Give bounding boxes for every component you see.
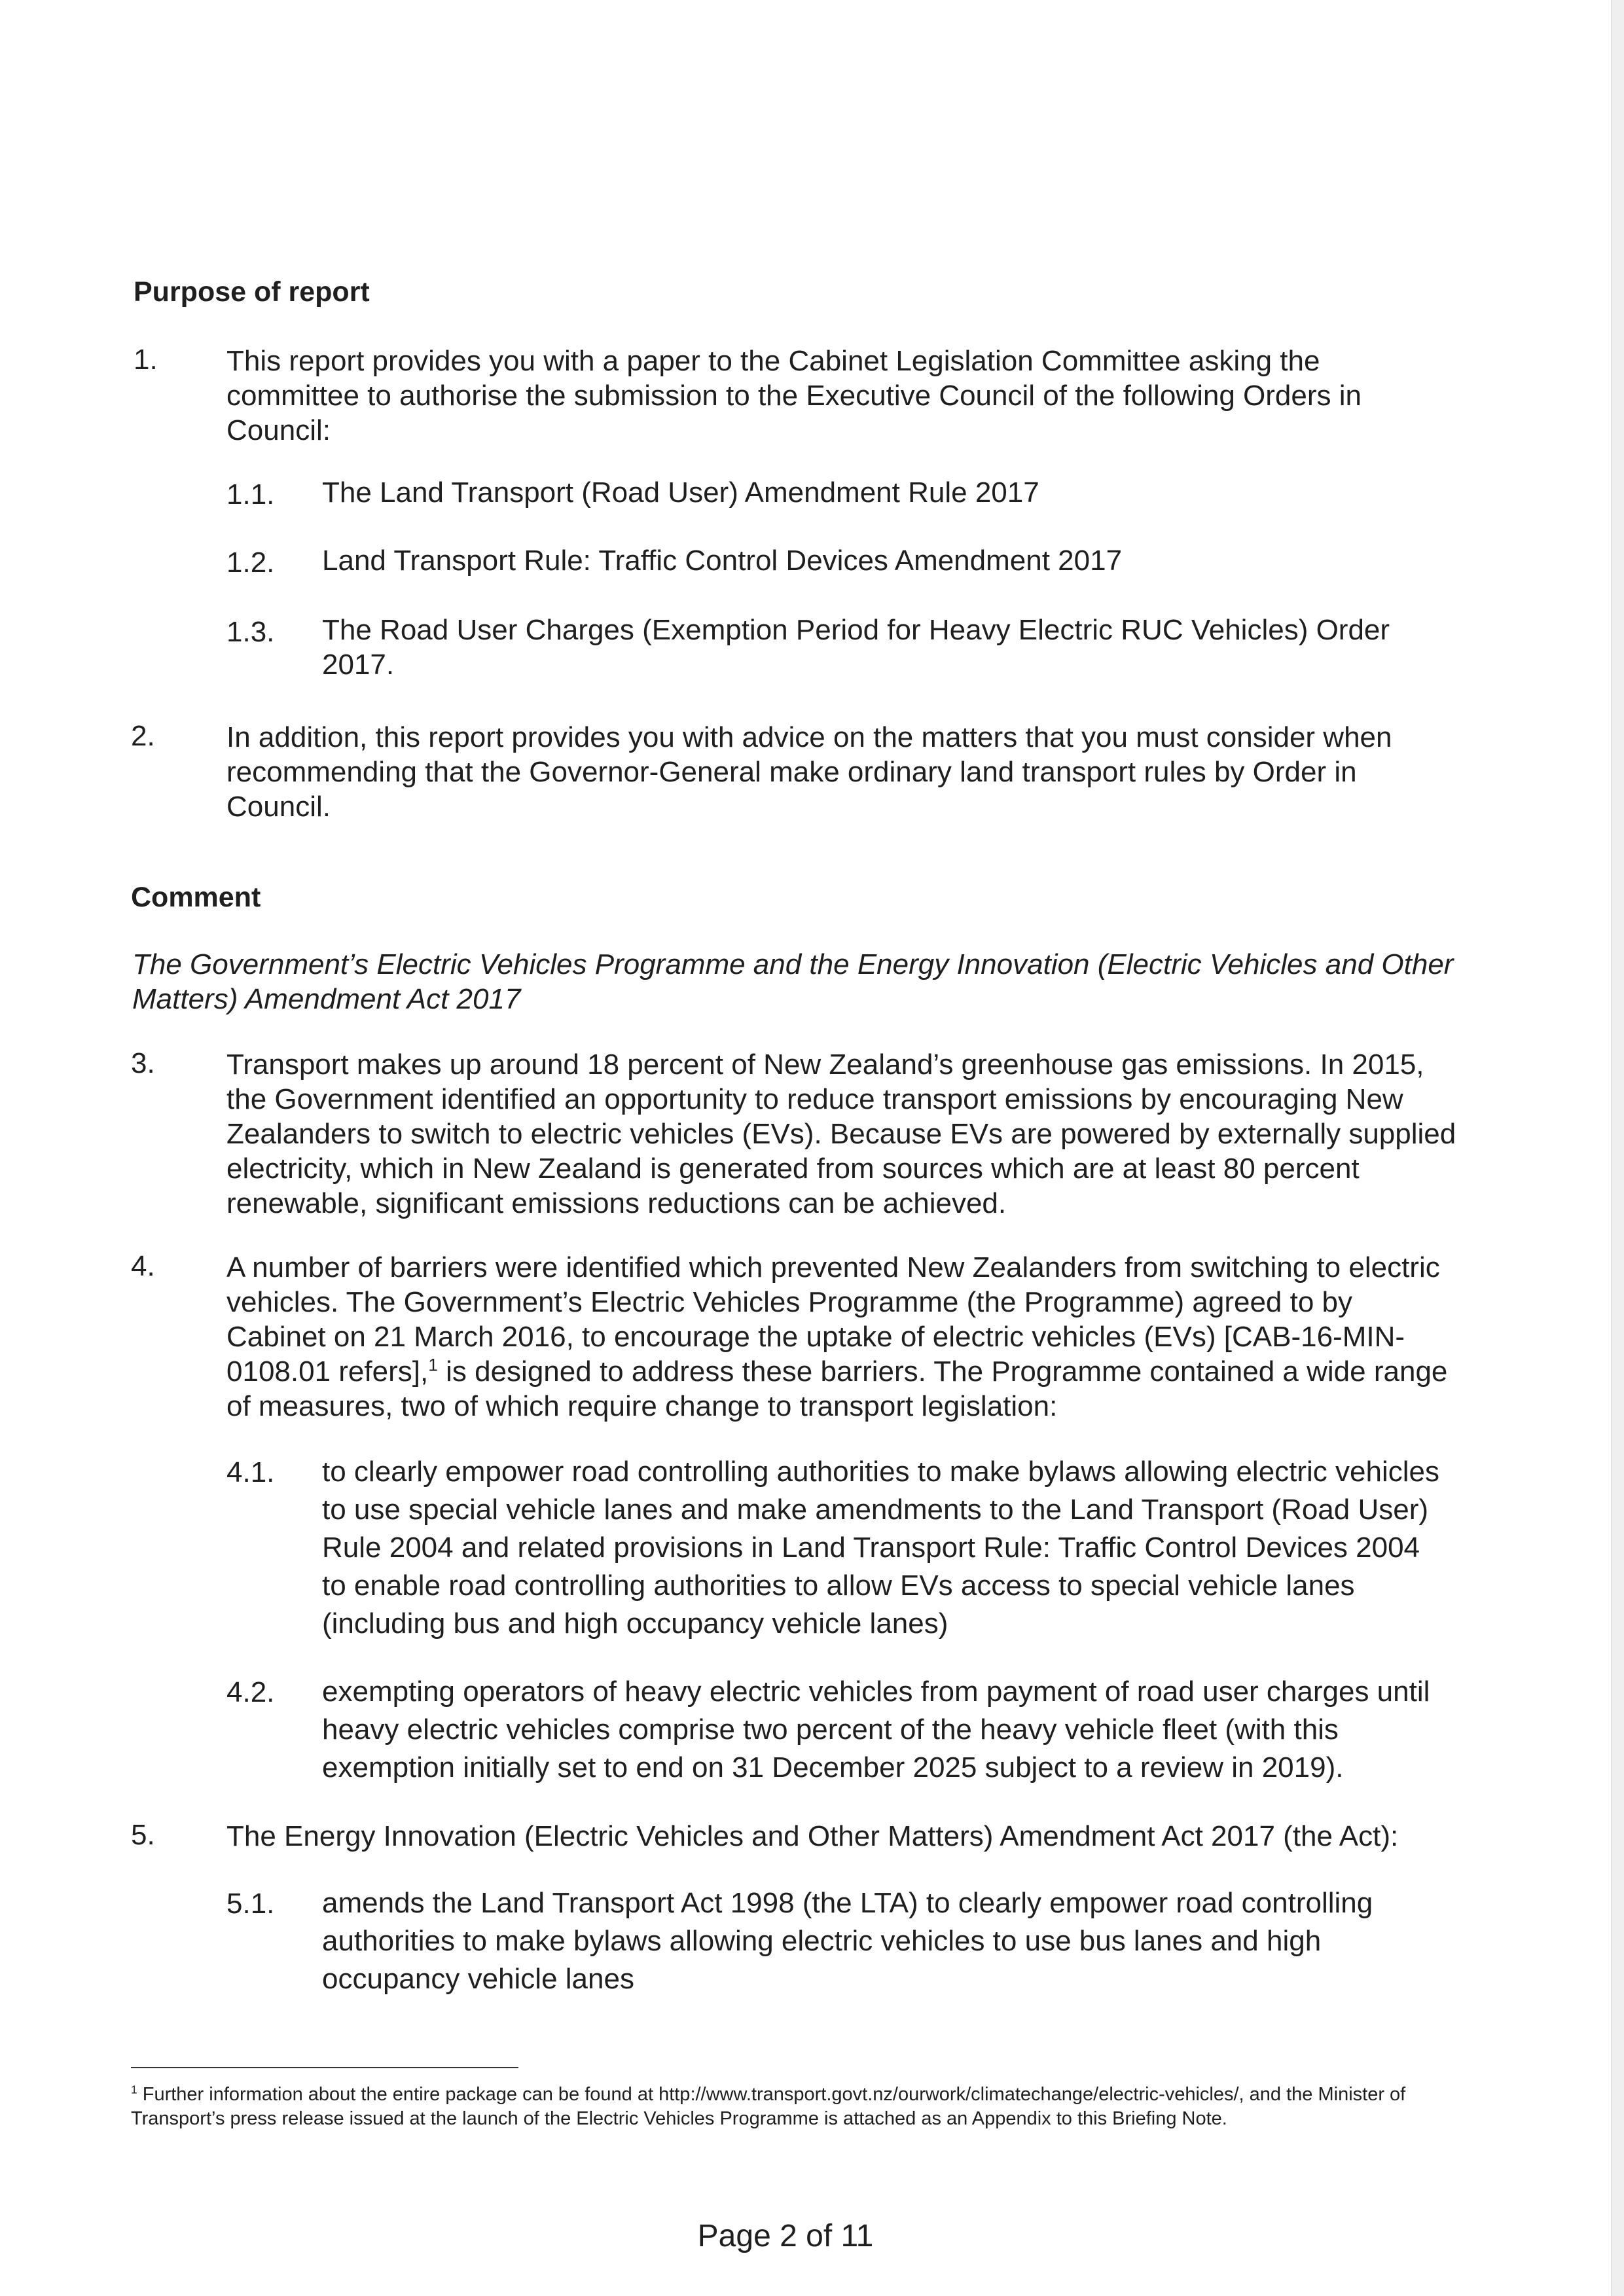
para-number: 4. <box>131 1250 155 1282</box>
footnote-text: Further information about the entire package can be found at http://www.transport.govt.nz/ourwork/climatechange/electric-vehicles/, and the Minister of Transport’s press release issued at the launch of the Electric Vehicles Programme is attached as an Appendix to this Briefing Note. <box>131 2084 1406 2129</box>
footnote-reference: 1 <box>428 1355 438 1375</box>
footnote <box>131 2083 1453 2131</box>
list-item: exempting operators of heavy electric vehicles from payment of road user charges until heavy electric vehicles comprise two percent of the heavy vehicle fleet (with this exemption initially set to end on 31 December 2025 subject to a review in 2019). <box>322 1676 1430 1784</box>
list-item: The Road User Charges (Exemption Period for Heavy Electric RUC Vehicles) Order 2017. <box>322 614 1390 681</box>
para-number: 1. <box>134 344 158 376</box>
para-number: 2. <box>131 720 155 752</box>
list-number: 4.1. <box>226 1456 275 1488</box>
para-number: 3. <box>131 1047 155 1079</box>
list-item: The Land Transport (Road User) Amendment Rule 2017 <box>322 476 1039 509</box>
list-number: 4.2. <box>226 1676 275 1708</box>
paragraph-5: The Energy Innovation (Electric Vehicles and Other Matters) Amendment Act 2017 (the Act): <box>226 1820 1399 1852</box>
paragraph-1: This report provides you with a paper to the Cabinet Legislation Committee asking the committee to authorise the submission to the Executive Council of the following Orders in Council: <box>226 345 1362 446</box>
paragraph-4-text-b: is designed to address these barriers. The Programme contained a wide range of measures, two of which require change to transport legislation: <box>226 1355 1448 1422</box>
list-item: amends the Land Transport Act 1998 (the LTA) to clearly empower road controlling authorities to make bylaws allowing electric vehicles to use bus lanes and high occupancy vehicle lanes <box>322 1887 1373 1995</box>
paragraph-4-text-a: A number of barriers were identified which prevented New Zealanders from switching to electric vehicles. The Government’s Electric Vehicles Programme (the Programme) agreed to by Cabinet on 21 March 2016, to encourage the uptake of electric vehicles (EVs) [CAB-16-MIN-0108.01 refers], <box>226 1251 1440 1388</box>
list-item: to clearly empower road controlling authorities to make bylaws allowing electric vehicles to use special vehicle lanes and make amendments to the Land Transport (Road User) Rule 2004 and related provisions in Land Transport Rule: Traffic Control Devices 2004 to enable road controlling authorities to allow EVs access to special vehicle lanes (including bus and high occupancy vehicle lanes) <box>322 1456 1439 1640</box>
paragraph-4 <box>226 1250 1457 1424</box>
heading-purpose: Purpose of report <box>134 276 370 308</box>
footnote-divider <box>131 2067 518 2068</box>
list-number: 5.1. <box>226 1888 275 1920</box>
list-number: 1.1. <box>226 478 275 511</box>
heading-comment: Comment <box>131 882 261 913</box>
para-number: 5. <box>131 1819 155 1851</box>
paragraph-3: Transport makes up around 18 percent of New Zealand’s greenhouse gas emissions. In 2015, the Government identified an opportunity to reduce transport emissions by encouraging New Zealanders to switch to electric vehicles (EVs). Because EVs are powered by externally supplied electricity, which in New Zealand is generated from sources which are at least 80 percent renewable, significant emissions reductions can be achieved. <box>226 1049 1456 1219</box>
subheading: The Government’s Electric Vehicles Programme and the Energy Innovation (Electric Vehicles and Other Matters) Amendment Act 2017 <box>132 948 1454 1015</box>
page-number: Page 2 of 11 <box>697 2219 874 2253</box>
footnote-number: 1 <box>131 2083 137 2096</box>
paragraph-2: In addition, this report provides you with advice on the matters that you must consider when recommending that the Governor-General make ordinary land transport rules by Order in Council. <box>226 721 1392 823</box>
list-number: 1.2. <box>226 547 275 579</box>
list-item: Land Transport Rule: Traffic Control Devices Amendment 2017 <box>322 545 1123 577</box>
page-edge <box>1611 0 1624 2296</box>
list-number: 1.3. <box>226 616 275 648</box>
